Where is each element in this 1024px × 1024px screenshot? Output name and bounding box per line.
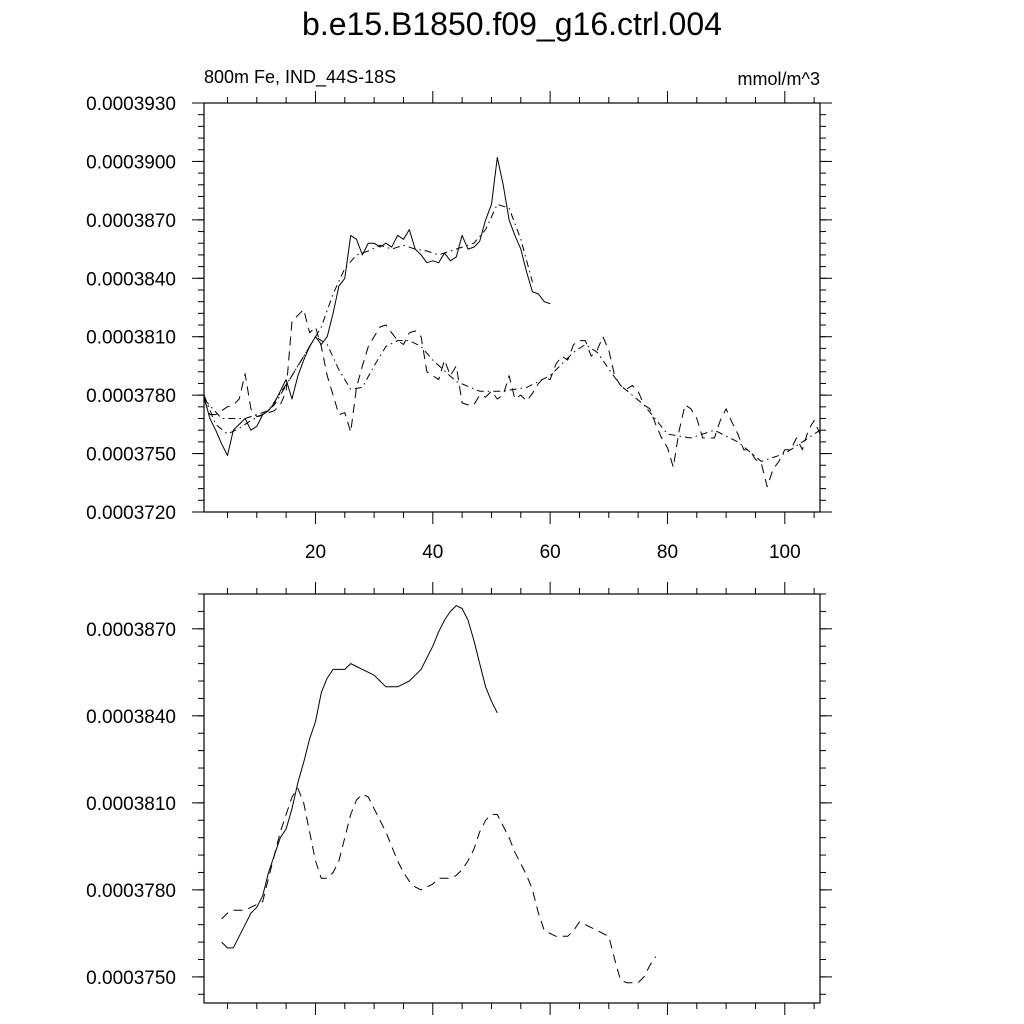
units-label: mmol/m^3 <box>737 69 820 89</box>
top-panel <box>86 91 832 563</box>
figure-title: b.e15.B1850.f09_g16.ctrl.004 <box>302 6 722 42</box>
y-tick-label: 0.0003930 <box>86 94 176 115</box>
y-tick-label: 0.0003810 <box>86 793 176 815</box>
x-tick-label: 60 <box>539 542 561 563</box>
x-tick-label: 100 <box>768 542 801 563</box>
x-tick-label: 20 <box>304 542 327 563</box>
series-line-dashdot-4 <box>204 337 820 462</box>
y-tick-label: 0.0003780 <box>86 880 176 902</box>
plot-frame-bottom <box>204 594 820 1003</box>
y-tick-label: 0.0003750 <box>86 444 176 466</box>
y-tick-label: 0.0003900 <box>86 152 176 174</box>
plot-subtitle: 800m Fe, IND_44S-18S <box>204 67 397 87</box>
y-tick-label: 0.0003840 <box>86 269 176 291</box>
series-line-dashdot-3 <box>204 204 533 434</box>
x-tick-label: 40 <box>422 542 444 563</box>
y-tick-label: 0.0003720 <box>86 503 176 524</box>
series-line-solid-1 <box>222 606 498 948</box>
x-tick-label: 80 <box>656 542 679 563</box>
plot-frame-top <box>204 103 820 512</box>
y-tick-label: 0.0003780 <box>86 386 176 408</box>
y-tick-label: 0.0003870 <box>86 210 176 232</box>
series-line-dash-2 <box>222 788 656 982</box>
y-tick-label: 0.0003810 <box>86 327 176 349</box>
bottom-panel <box>86 582 832 1015</box>
series-line-solid-1 <box>204 158 550 456</box>
y-tick-label: 0.0003750 <box>86 967 176 989</box>
y-tick-label: 0.0003870 <box>86 619 176 641</box>
y-tick-label: 0.0003840 <box>86 706 176 728</box>
series-line-dash-2 <box>204 309 820 486</box>
